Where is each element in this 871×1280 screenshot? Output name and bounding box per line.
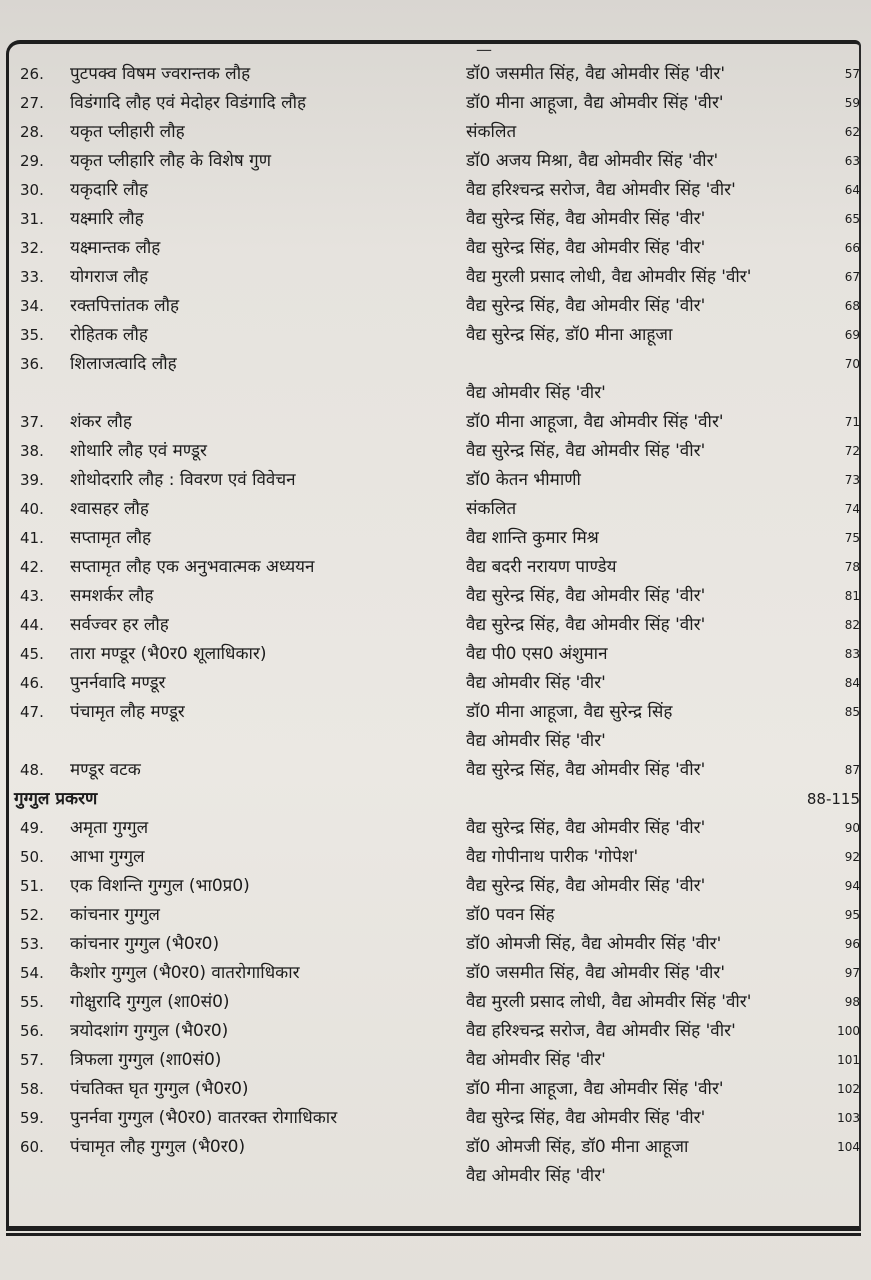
entry-number: 44. [20, 616, 44, 634]
entry-number: 38. [20, 442, 44, 460]
toc-entry [0, 727, 871, 755]
toc-entry [0, 872, 871, 900]
toc-entry [0, 495, 871, 523]
entry-title: शिलाजत्वादि लौह [70, 354, 177, 374]
entry-number: 54. [20, 964, 44, 982]
toc-entry [0, 1017, 871, 1045]
entry-page: 101 [837, 1053, 860, 1067]
entry-number: 52. [20, 906, 44, 924]
entry-number: 36. [20, 355, 44, 373]
entry-number: 27. [20, 94, 44, 112]
entry-author: वैद्य पी0 एस0 अंशुमान [466, 644, 608, 664]
entry-author: संकलित [466, 122, 517, 142]
entry-author: वैद्य शान्ति कुमार मिश्र [466, 528, 599, 548]
entry-number: 42. [20, 558, 44, 576]
toc-entry [0, 611, 871, 639]
entry-title: आभा गुग्गुल [70, 847, 145, 867]
section-title: गुग्गुल प्रकरण [14, 789, 98, 809]
entry-title: पंचामृत लौह मण्डूर [70, 702, 185, 722]
entry-number: 39. [20, 471, 44, 489]
entry-author: वैद्य ओमवीर सिंह 'वीर' [466, 1050, 606, 1070]
dash-mark: — [476, 40, 492, 59]
entry-title: रोहितक लौह [70, 325, 148, 345]
entry-page: 98 [844, 995, 860, 1009]
entry-author: डॉ0 ओमजी सिंह, डॉ0 मीना आहूजा [466, 1137, 689, 1157]
entry-page: 92 [844, 850, 860, 864]
entry-author: डॉ0 जसमीत सिंह, वैद्य ओमवीर सिंह 'वीर' [466, 64, 726, 84]
entry-page: 65 [844, 212, 860, 226]
entry-author: डॉ0 मीना आहूजा, वैद्य ओमवीर सिंह 'वीर' [466, 93, 724, 113]
entry-title: शोथारि लौह एवं मण्डूर [70, 441, 207, 461]
toc-entry [0, 234, 871, 262]
entry-author: डॉ0 केतन भीमाणी [466, 470, 581, 490]
entry-number: 35. [20, 326, 44, 344]
entry-title: पुनर्नवा गुग्गुल (भै0र0) वातरक्त रोगाधिकार [70, 1108, 338, 1128]
entry-page: 64 [844, 183, 860, 197]
entry-page: 62 [844, 125, 860, 139]
toc-entry [0, 147, 871, 175]
entry-number: 56. [20, 1022, 44, 1040]
toc-entry [0, 321, 871, 349]
toc-entry [0, 524, 871, 552]
entry-author: डॉ0 जसमीत सिंह, वैद्य ओमवीर सिंह 'वीर' [466, 963, 726, 983]
entry-author: वैद्य ओमवीर सिंह 'वीर' [466, 731, 606, 751]
entry-page: 87 [844, 763, 860, 777]
entry-page: 95 [844, 908, 860, 922]
entry-title: श्वासहर लौह [70, 499, 149, 519]
entry-title: यकृदारि लौह [70, 180, 149, 200]
toc-entry [0, 1104, 871, 1132]
entry-author: संकलित [466, 499, 517, 519]
toc-entry [0, 640, 871, 668]
toc-entry [0, 1075, 871, 1103]
entry-number: 59. [20, 1109, 44, 1127]
entry-title: पंचतिक्त घृत गुग्गुल (भै0र0) [70, 1079, 249, 1099]
entry-page: 90 [844, 821, 860, 835]
entry-author: डॉ0 मीना आहूजा, वैद्य सुरेन्द्र सिंह [466, 702, 673, 722]
entry-title: यकृत प्लीहारि लौह के विशेष गुण [70, 151, 271, 171]
entry-author: वैद्य सुरेन्द्र सिंह, वैद्य ओमवीर सिंह 'वीर' [466, 238, 706, 258]
entry-page: 75 [844, 531, 860, 545]
toc-entry [0, 553, 871, 581]
toc-entry [0, 901, 871, 929]
entry-author: वैद्य हरिश्चन्द्र सरोज, वैद्य ओमवीर सिंह 'वीर' [466, 180, 736, 200]
entry-page: 96 [844, 937, 860, 951]
entry-number: 53. [20, 935, 44, 953]
entry-author: डॉ0 मीना आहूजा, वैद्य ओमवीर सिंह 'वीर' [466, 412, 724, 432]
toc-entry [0, 988, 871, 1016]
entry-title: सप्तामृत लौह [70, 528, 152, 548]
entry-number: 57. [20, 1051, 44, 1069]
section-page-range: 88-115 [806, 790, 860, 808]
entry-number: 48. [20, 761, 44, 779]
entry-page: 104 [837, 1140, 860, 1154]
entry-title: तारा मण्डूर (भै0र0 शूलाधिकार) [70, 644, 267, 664]
entry-title: यक्ष्मान्तक लौह [70, 238, 161, 258]
entry-author: डॉ0 अजय मिश्रा, वैद्य ओमवीर सिंह 'वीर' [466, 151, 719, 171]
entry-author: डॉ0 मीना आहूजा, वैद्य ओमवीर सिंह 'वीर' [466, 1079, 724, 1099]
toc-entry [0, 118, 871, 146]
entry-number: 37. [20, 413, 44, 431]
entry-author: वैद्य सुरेन्द्र सिंह, डॉ0 मीना आहूजा [466, 325, 673, 345]
entry-author: वैद्य सुरेन्द्र सिंह, वैद्य ओमवीर सिंह 'वीर' [466, 818, 706, 838]
entry-number: 34. [20, 297, 44, 315]
entry-page: 83 [844, 647, 860, 661]
entry-title: रक्तपित्तांतक लौह [70, 296, 180, 316]
entry-title: पुटपक्व विषम ज्वरान्तक लौह [70, 64, 251, 84]
entry-page: 68 [844, 299, 860, 313]
entry-title: सप्तामृत लौह एक अनुभवात्मक अध्ययन [70, 557, 315, 577]
entry-title: विडंगादि लौह एवं मेदोहर विडंगादि लौह [70, 93, 307, 113]
toc-entry [0, 959, 871, 987]
entry-page: 74 [844, 502, 860, 516]
toc-entry [0, 669, 871, 697]
entry-title: कैशोर गुग्गुल (भै0र0) वातरोगाधिकार [70, 963, 300, 983]
entry-page: 85 [844, 705, 860, 719]
entry-number: 47. [20, 703, 44, 721]
entry-number: 32. [20, 239, 44, 257]
entry-title: शोथोदरारि लौह : विवरण एवं विवेचन [70, 470, 296, 490]
entry-page: 71 [844, 415, 860, 429]
entry-page: 69 [844, 328, 860, 342]
entry-number: 40. [20, 500, 44, 518]
entry-page: 59 [844, 96, 860, 110]
toc-entry [0, 1133, 871, 1161]
entry-title: योगराज लौह [70, 267, 149, 287]
entry-page: 72 [844, 444, 860, 458]
toc-entry [0, 350, 871, 378]
toc-entry [0, 292, 871, 320]
entry-title: एक विशन्ति गुग्गुल (भा0प्र0) [70, 876, 250, 896]
entry-page: 66 [844, 241, 860, 255]
toc-entry [0, 379, 871, 407]
entry-number: 43. [20, 587, 44, 605]
toc-entry [0, 263, 871, 291]
entry-number: 33. [20, 268, 44, 286]
entry-number: 58. [20, 1080, 44, 1098]
toc-entry [0, 814, 871, 842]
entry-title: यकृत प्लीहारी लौह [70, 122, 185, 142]
entry-author: वैद्य ओमवीर सिंह 'वीर' [466, 383, 606, 403]
entry-author: वैद्य सुरेन्द्र सिंह, वैद्य ओमवीर सिंह 'वीर' [466, 876, 706, 896]
entry-title: त्रयोदशांग गुग्गुल (भै0र0) [70, 1021, 229, 1041]
entry-page: 103 [837, 1111, 860, 1125]
toc-entry [0, 60, 871, 88]
entry-author: वैद्य सुरेन्द्र सिंह, वैद्य ओमवीर सिंह 'वीर' [466, 615, 706, 635]
entry-title: शंकर लौह [70, 412, 132, 432]
toc-entry [0, 205, 871, 233]
entry-page: 84 [844, 676, 860, 690]
entry-page: 82 [844, 618, 860, 632]
entry-author: वैद्य ओमवीर सिंह 'वीर' [466, 673, 606, 693]
entry-author: वैद्य मुरली प्रसाद लोधी, वैद्य ओमवीर सिंह 'वीर' [466, 992, 752, 1012]
entry-title: कांचनार गुग्गुल [70, 905, 160, 925]
entry-page: 73 [844, 473, 860, 487]
entry-title: सर्वज्वर हर लौह [70, 615, 169, 635]
entry-page: 97 [844, 966, 860, 980]
entry-title: अमृता गुग्गुल [70, 818, 149, 838]
entry-number: 60. [20, 1138, 44, 1156]
entry-number: 45. [20, 645, 44, 663]
entry-title: त्रिफला गुग्गुल (शा0सं0) [70, 1050, 222, 1070]
toc-entry [0, 698, 871, 726]
entry-number: 26. [20, 65, 44, 83]
toc-entry [0, 843, 871, 871]
entry-title: गोक्षुरादि गुग्गुल (शा0सं0) [70, 992, 230, 1012]
toc-entry [0, 176, 871, 204]
entry-title: समशर्कर लौह [70, 586, 154, 606]
toc-entry [0, 1162, 871, 1190]
entry-number: 28. [20, 123, 44, 141]
toc-entry [0, 89, 871, 117]
entry-number: 55. [20, 993, 44, 1011]
entry-number: 50. [20, 848, 44, 866]
entry-author: वैद्य बदरी नरायण पाण्डेय [466, 557, 617, 577]
entry-author: वैद्य मुरली प्रसाद लोधी, वैद्य ओमवीर सिंह 'वीर' [466, 267, 752, 287]
entry-page: 81 [844, 589, 860, 603]
section-heading [0, 785, 871, 813]
entry-title: पंचामृत लौह गुग्गुल (भै0र0) [70, 1137, 246, 1157]
entry-author: वैद्य सुरेन्द्र सिंह, वैद्य ओमवीर सिंह 'वीर' [466, 586, 706, 606]
entry-page: 70 [844, 357, 860, 371]
toc-entry [0, 756, 871, 784]
entry-number: 30. [20, 181, 44, 199]
entry-page: 67 [844, 270, 860, 284]
entry-author: वैद्य ओमवीर सिंह 'वीर' [466, 1166, 606, 1186]
entry-author: डॉ0 ओमजी सिंह, वैद्य ओमवीर सिंह 'वीर' [466, 934, 722, 954]
entry-page: 78 [844, 560, 860, 574]
entry-author: वैद्य सुरेन्द्र सिंह, वैद्य ओमवीर सिंह 'वीर' [466, 296, 706, 316]
entry-title: यक्ष्मारि लौह [70, 209, 144, 229]
entry-author: वैद्य सुरेन्द्र सिंह, वैद्य ओमवीर सिंह 'वीर' [466, 209, 706, 229]
entry-page: 102 [837, 1082, 860, 1096]
entry-number: 41. [20, 529, 44, 547]
entry-author: वैद्य गोपीनाथ पारीक 'गोपेश' [466, 847, 639, 867]
entry-author: डॉ0 पवन सिंह [466, 905, 555, 925]
entry-author: वैद्य हरिश्चन्द्र सरोज, वैद्य ओमवीर सिंह 'वीर' [466, 1021, 736, 1041]
entry-author: वैद्य सुरेन्द्र सिंह, वैद्य ओमवीर सिंह 'वीर' [466, 1108, 706, 1128]
toc-entry [0, 582, 871, 610]
toc-entry [0, 408, 871, 436]
entry-number: 51. [20, 877, 44, 895]
entry-page: 57 [844, 67, 860, 81]
entry-title: पुनर्नवादि मण्डूर [70, 673, 166, 693]
toc-entry [0, 930, 871, 958]
toc-entry [0, 437, 871, 465]
entry-page: 94 [844, 879, 860, 893]
entry-number: 29. [20, 152, 44, 170]
entry-author: वैद्य सुरेन्द्र सिंह, वैद्य ओमवीर सिंह 'वीर' [466, 441, 706, 461]
entry-number: 31. [20, 210, 44, 228]
entry-number: 49. [20, 819, 44, 837]
entry-author: वैद्य सुरेन्द्र सिंह, वैद्य ओमवीर सिंह 'वीर' [466, 760, 706, 780]
entry-number: 46. [20, 674, 44, 692]
toc-entry [0, 1046, 871, 1074]
entry-title: कांचनार गुग्गुल (भै0र0) [70, 934, 220, 954]
entry-page: 100 [837, 1024, 860, 1038]
entry-title: मण्डूर वटक [70, 760, 141, 780]
entry-page: 63 [844, 154, 860, 168]
toc-entry [0, 466, 871, 494]
